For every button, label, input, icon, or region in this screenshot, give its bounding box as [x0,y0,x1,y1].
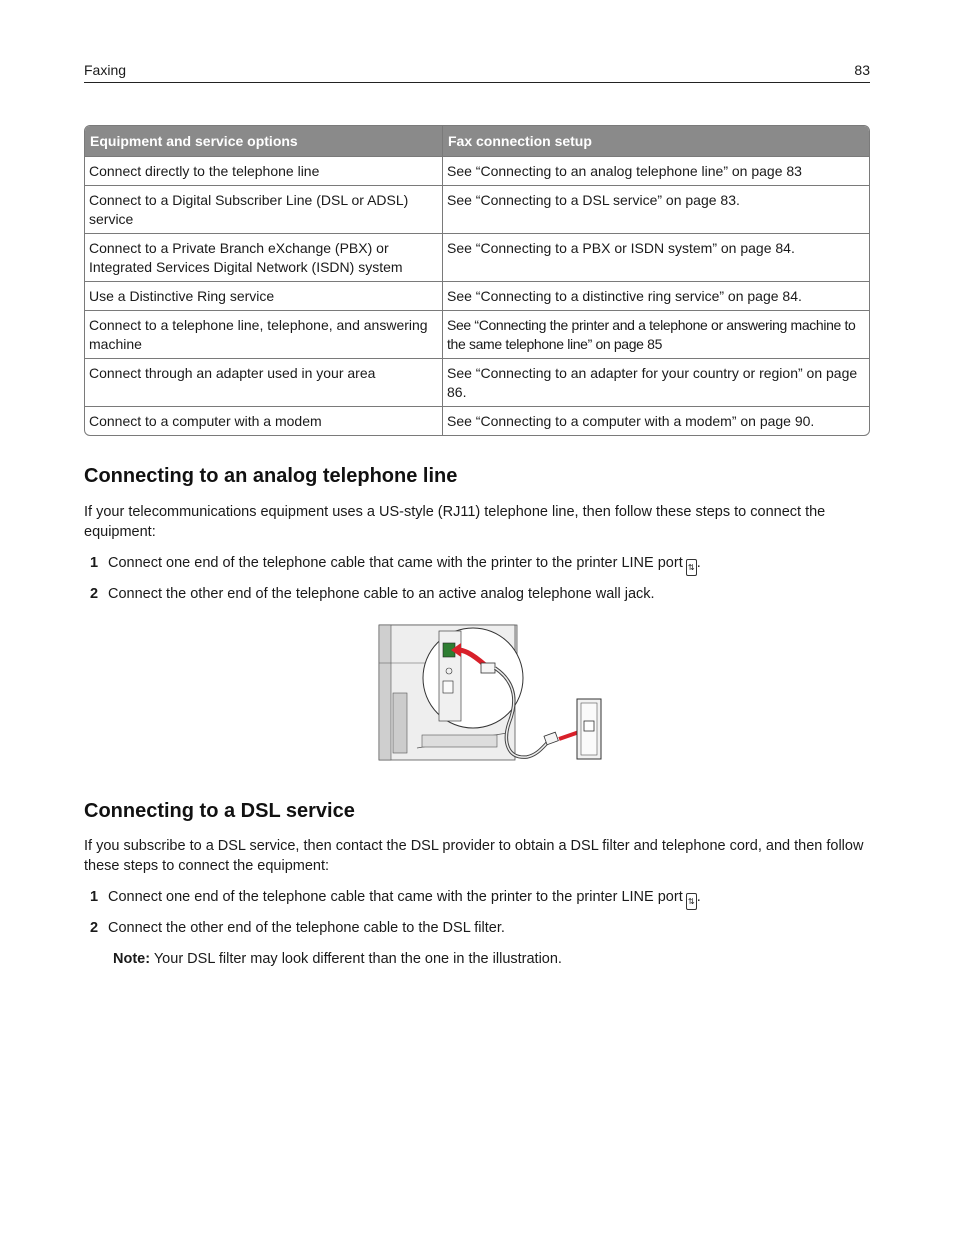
options-table [84,125,870,436]
step-number: 1 [90,889,99,905]
table-cell: Connect to a Private Branch eXchange (PBX) or Integrated Services Digital Network (ISDN) system [85,233,443,281]
table-cell: Connect to a Digital Subscriber Line (DSL or ADSL) service [85,185,443,233]
dsl-intro: If you subscribe to a DSL service, then contact the DSL provider to obtain a DSL filter and telephone cord, and then follow these steps to connect the equipment: [84,838,864,874]
page-number: 83 [854,62,870,78]
table-cell: Use a Distinctive Ring service [85,281,443,310]
table-cell: Connect to a computer with a modem [85,406,443,435]
table-cell: See “Connecting to a computer with a modem” on page 90. [443,406,869,435]
step-number: 2 [90,586,99,602]
line-port-icon: ⇅ [686,559,697,576]
analog-intro: If your telecommunications equipment uses a US-style (RJ11) telephone line, then follow these steps to connect the equipment: [84,504,826,540]
table-row [85,281,869,310]
note-label: Note: [113,951,151,967]
table-cell: See “Connecting to an adapter for your country or region” on page 86. [443,358,869,406]
table-row [85,310,869,358]
table-row [85,358,869,406]
table-cell: See “Connecting to a DSL service” on page 83. [443,185,869,233]
table-row [85,233,869,281]
table-row [85,156,869,185]
analog-section-heading: Connecting to an analog telephone line [84,465,458,487]
table-cell: See “Connecting to a distinctive ring service” on page 84. [443,281,869,310]
dsl-note [113,950,562,969]
line-port-icon: ⇅ [686,893,697,910]
table-header-row [85,126,869,156]
step-text: Connect the other end of the telephone cable to an active analog telephone wall jack. [108,586,655,602]
table-cell: See “Connecting the printer and a telephone or answering machine to the same telephone line” on page 85 [443,310,869,358]
table-cell: Connect to a telephone line, telephone, and answering machine [85,310,443,358]
note-text: Your DSL filter may look different than the one in the illustration. [153,951,562,967]
wall-jack-icon [577,699,601,759]
table-row [85,406,869,435]
table-cell: See “Connecting to a PBX or ISDN system” on page 84. [443,233,869,281]
step-number: 2 [90,920,99,936]
table-cell: Connect through an adapter used in your area [85,358,443,406]
dsl-section-heading: Connecting to a DSL service [84,800,355,822]
table-cell: See “Connecting to an analog telephone line” on page 83 [443,156,869,185]
step-number: 1 [90,555,99,571]
step-text: Connect one end of the telephone cable that came with the printer to the printer LINE port ⇅ . [108,888,701,910]
step-text: Connect one end of the telephone cable that came with the printer to the printer LINE port ⇅ . [108,554,701,576]
printer-wall-jack-illustration [377,623,603,763]
step-text: Connect the other end of the telephone cable to the DSL filter. [108,920,505,936]
page-header [84,60,870,83]
table-row [85,185,869,233]
column-header: Fax connection setup [443,126,869,156]
section-title: Faxing [84,62,127,78]
table-cell: Connect directly to the telephone line [85,156,443,185]
column-header: Equipment and service options [85,126,443,156]
